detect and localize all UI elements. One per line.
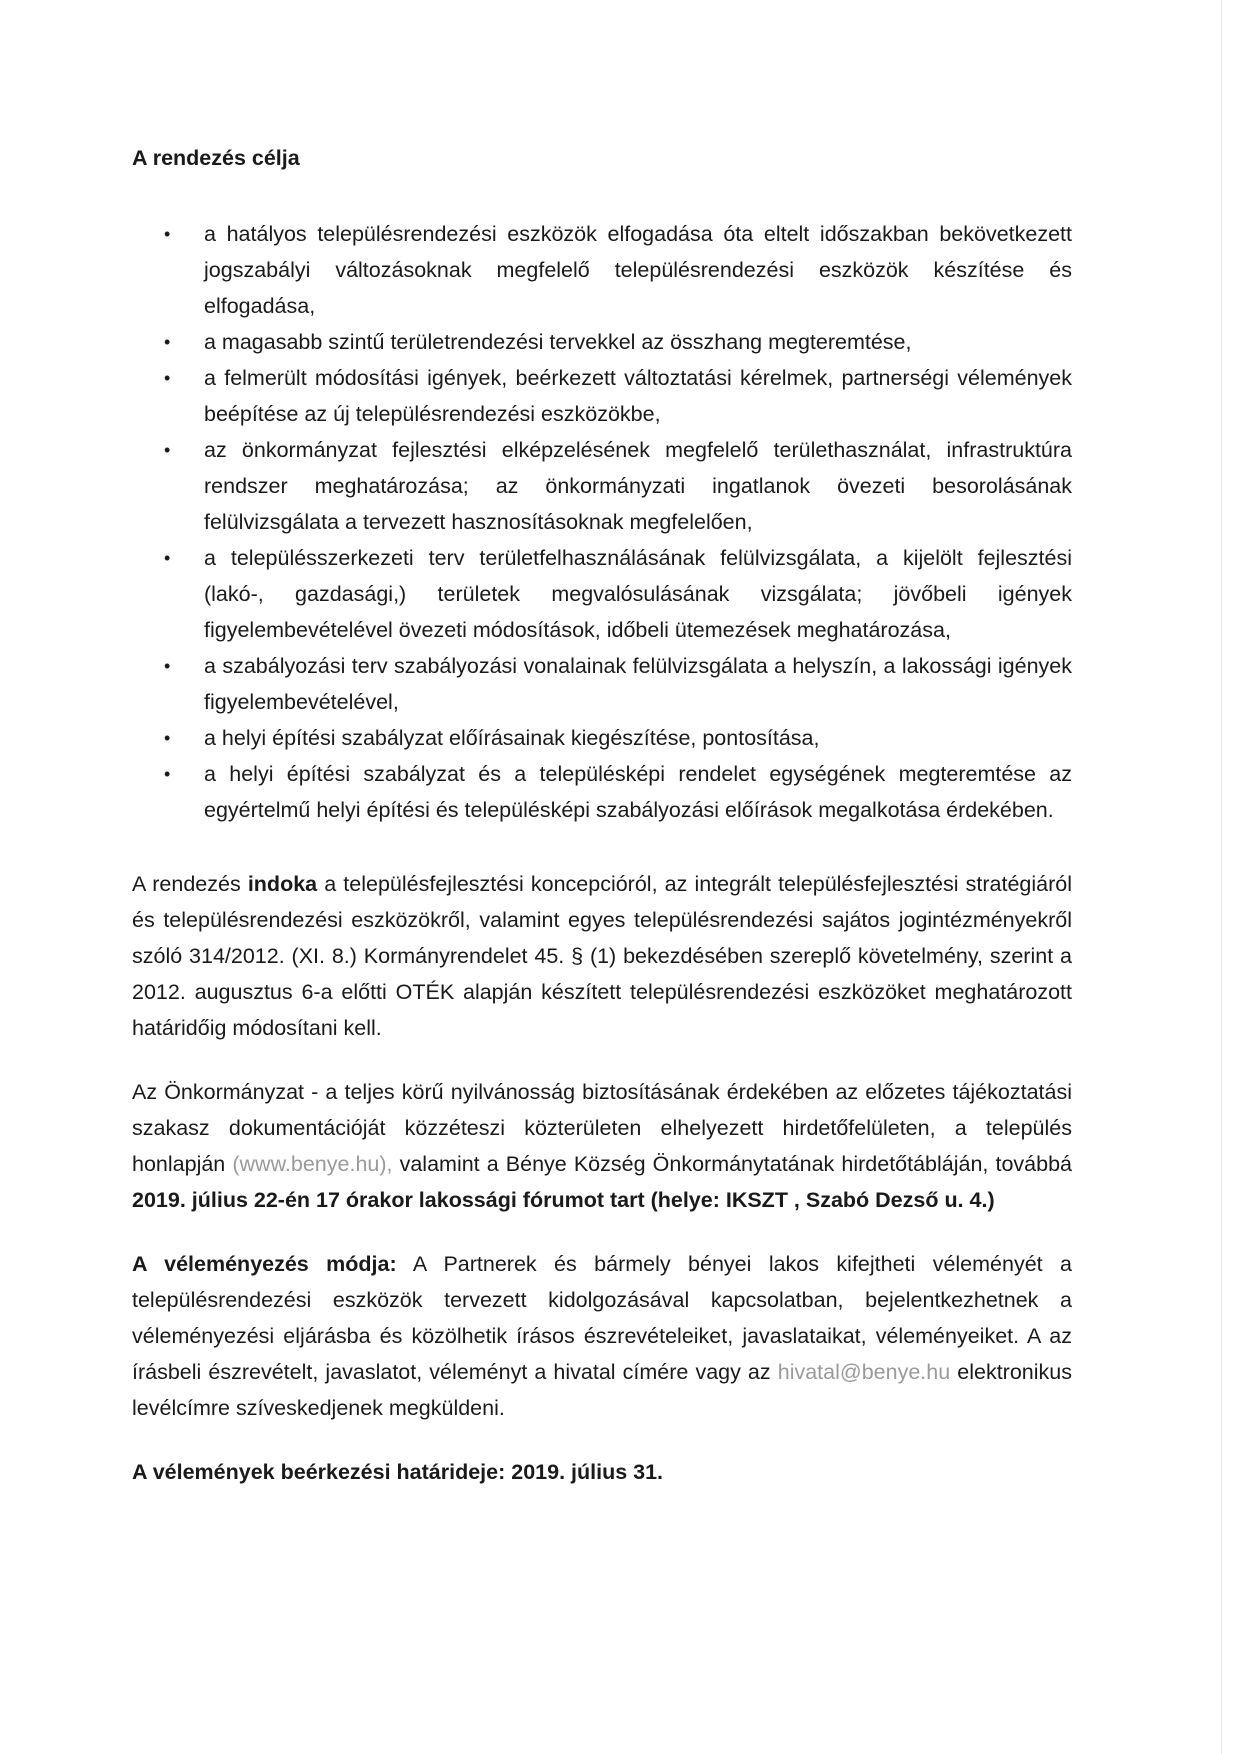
- bullet-icon: •: [164, 656, 171, 676]
- opinion-text: A Partnerek és bármely bényei lakos kifejtheti véleményét a településrendezési eszközök tervezett kidolgozásával kapcsolatban, bejelentkezhetnek a véleményezési eljárásba és közölhetik írásos észrevételeiket, javaslataikat, véleményeiket. A az írásbeli észrevételt, javaslatot, véleményt a hivatal címére vagy az: [132, 1252, 1073, 1384]
- reason-keyword: indoka: [247, 872, 318, 896]
- list-item: [132, 540, 1072, 648]
- list-item: [132, 324, 1072, 360]
- reason-text: a településfejlesztési koncepcióról, az integrált településfejlesztési stratégiáról és településrendezési eszközökről, valamint egyes településrendezési sajátos jogintézményekről szóló 314/2012. (XI. 8.) Kormányrendelet 45. § (1) bekezdésében szereplő követelmény, szerint a 2012. augusztus 6-a előtti OTÉK alapján készített településrendezési eszközöket meghatározott határidőig módosítani kell.: [132, 872, 1072, 1040]
- bullet-icon: •: [164, 764, 171, 784]
- email-link[interactable]: hivatal@benye.hu: [777, 1360, 951, 1384]
- list-item: [132, 216, 1072, 324]
- document-body: [132, 140, 1072, 1490]
- list-item-text: a településszerkezeti terv területfelhasználásának felülvizsgálata, a kijelölt fejlesztési (lakó-, gazdasági,) területek megvalósulásának vizsgálata; jövőbeli igények figyelembevételével övezeti módosítások, időbeli ütemezések meghatározása,: [204, 546, 1072, 642]
- list-item-text: a helyi építési szabályzat előírásainak kiegészítése, pontosítása,: [204, 726, 820, 750]
- list-item: [132, 360, 1072, 432]
- list-item-text: a hatályos településrendezési eszközök elfogadása óta eltelt időszakban bekövetkezett jogszabályi változásoknak megfelelő településrendezési eszközök készítése és elfogadása,: [204, 222, 1072, 318]
- list-item: [132, 756, 1072, 828]
- list-item-text: a helyi építési szabályzat és a településképi rendelet egységének megteremtése az egyértelmű helyi építési és településképi szabályozási előírások megalkotása érdekében.: [204, 762, 1072, 822]
- goals-list: [132, 216, 1072, 828]
- opinion-text-continued: elektronikus levélcímre szíveskedjenek megküldeni.: [132, 1360, 1072, 1420]
- publicity-text: Az Önkormányzat - a teljes körű nyilvánosság biztosításának érdekében az előzetes tájékoztatási szakasz dokumentációját közzéteszi közterületen elhelyezett hirdetőfelületen, a település honlapján: [132, 1080, 1072, 1176]
- bullet-icon: •: [164, 728, 171, 748]
- list-item: [132, 432, 1072, 540]
- deadline-text: A vélemények beérkezési határideje: 2019. július 31.: [132, 1460, 664, 1484]
- forum-announcement: 2019. július 22-én 17 órakor lakossági fórumot tart (helye: IKSZT , Szabó Dezső u. 4.): [132, 1188, 995, 1212]
- list-item-text: a magasabb szintű területrendezési tervekkel az összhang megteremtése,: [204, 330, 912, 354]
- list-item-text: a szabályozási terv szabályozási vonalainak felülvizsgálata a helyszín, a lakossági igények figyelembevételével,: [204, 654, 1072, 714]
- website-link[interactable]: (www.benye.hu),: [232, 1152, 393, 1176]
- list-item: [132, 648, 1072, 720]
- page-edge-line: [1221, 0, 1222, 1754]
- publicity-paragraph: [132, 1074, 1072, 1218]
- bullet-icon: •: [164, 224, 171, 244]
- bullet-icon: •: [164, 548, 171, 568]
- opinion-heading: A véleményezés módja:: [132, 1252, 397, 1276]
- bullet-icon: •: [164, 368, 171, 388]
- list-item: [132, 720, 1072, 756]
- list-item-text: az önkormányzat fejlesztési elképzelésének megfelelő területhasználat, infrastruktúra rendszer meghatározása; az önkormányzati ingatlanok övezeti besorolásának felülvizsgálata a tervezett hasznosításoknak megfelelően,: [204, 438, 1072, 534]
- publicity-text-continued: valamint a Bénye Község Önkormánytatának hirdetőtábláján, továbbá: [392, 1152, 1073, 1176]
- bullet-icon: •: [164, 440, 171, 460]
- list-item-text: a felmerült módosítási igények, beérkezett változtatási kérelmek, partnerségi vélemények beépítése az új településrendezési eszközökbe,: [204, 366, 1072, 426]
- opinion-paragraph: [132, 1246, 1072, 1426]
- reason-paragraph: [132, 866, 1072, 1046]
- reason-prefix: A rendezés: [132, 872, 248, 896]
- bullet-icon: •: [164, 332, 171, 352]
- section-heading: A rendezés célja: [132, 146, 300, 170]
